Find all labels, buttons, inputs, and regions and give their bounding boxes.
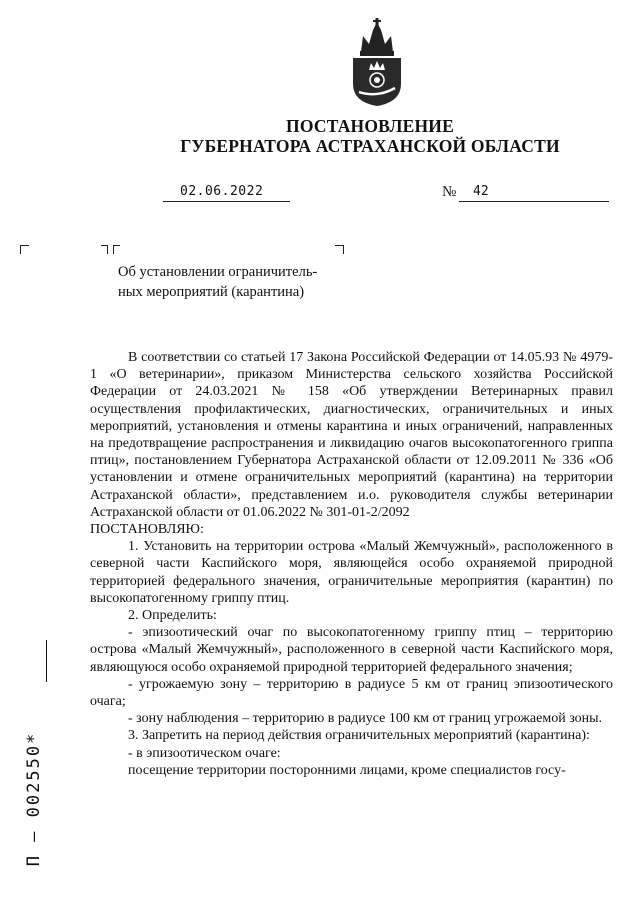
subject-line-1: Об установлении ограничитель- <box>118 264 318 280</box>
item-3a-text: посещение территории посторонними лицами, кроме специалистов госу- <box>128 762 566 778</box>
number-underline <box>459 201 609 202</box>
document-subject <box>118 262 348 302</box>
number-label: № <box>442 184 457 200</box>
document-date: 02.06.2022 <box>180 184 264 199</box>
subject-line-2: ных мероприятий (карантина) <box>118 284 305 300</box>
document-issuer: ГУБЕРНАТОРА АСТРАХАНСКОЙ ОБЛАСТИ <box>180 136 560 156</box>
document-body <box>90 349 613 779</box>
preamble-paragraph: В соответствии со статьей 17 Закона Российской Федерации от 14.05.93 № 4979-1 «О ветеринарии», приказом Министерства сельского хозяйства Российской Федерации от 24.03.2021 № 158 «Об утверждении Ветеринарных правил осуществления профилактических, диагностических, ограничительных и иных мероприятий, установления и отмены карантина и иных ограничений, направленных на предотвращение распространения и ликвидацию очагов высокопатогенного гриппа птиц», постановлением Губернатора Астраханской области от 12.09.2011 № 336 «Об установлении и отмене ограничительных мероприятий (карантина) на территории Астраханской области», представлением и.о. руководителя службы ветеринарии Астраханской области от 01.06.2022 № 301-01-2/2092 <box>90 350 613 520</box>
item-2a-paragraph: - эпизоотический очаг по высокопатогенному гриппу птиц – территорию острова «Малый Жемчужный», расположенного в северной части Каспийского моря, являющуюся особо охраняемой природной территорией федерального значения; <box>90 625 613 675</box>
item-3a-paragraph: - в эпизоотическом очаге: <box>128 745 281 761</box>
margin-code-text: П – 002550* <box>24 731 44 867</box>
document-number: 42 <box>473 184 489 199</box>
item-2-paragraph: 2. Определить: <box>128 608 217 624</box>
coat-of-arms-icon <box>347 18 407 108</box>
document-title: ПОСТАНОВЛЕНИЕ <box>286 116 454 136</box>
corner-mark-outer <box>20 245 29 254</box>
date-number-row <box>0 184 640 208</box>
margin-line <box>46 640 47 682</box>
corner-mark-right <box>335 245 344 254</box>
item-2c-paragraph: - зону наблюдения – территорию в радиусе 100 км от границ угрожаемой зоны. <box>128 711 603 727</box>
date-underline <box>163 201 290 202</box>
item-2b-paragraph: - угрожаемую зону – территорию в радиусе 5 км от границ эпизоотического очага; <box>90 676 613 710</box>
corner-mark-left-a <box>101 245 108 254</box>
item-1-paragraph: 1. Установить на территории острова «Малый Жемчужный», расположенного в северной части Каспийского моря, являющейся особо охраняемой природной территорией федерального значения, ограничительные мероприятия (карантин) по высокопатогенному гриппу птиц. <box>90 539 613 606</box>
postanovlyayu-heading: ПОСТАНОВЛЯЮ: <box>90 522 204 538</box>
item-3-paragraph: 3. Запретить на период действия ограничительных мероприятий (карантина): <box>128 728 590 744</box>
corner-mark-left-b <box>113 245 120 254</box>
margin-code <box>24 704 44 894</box>
